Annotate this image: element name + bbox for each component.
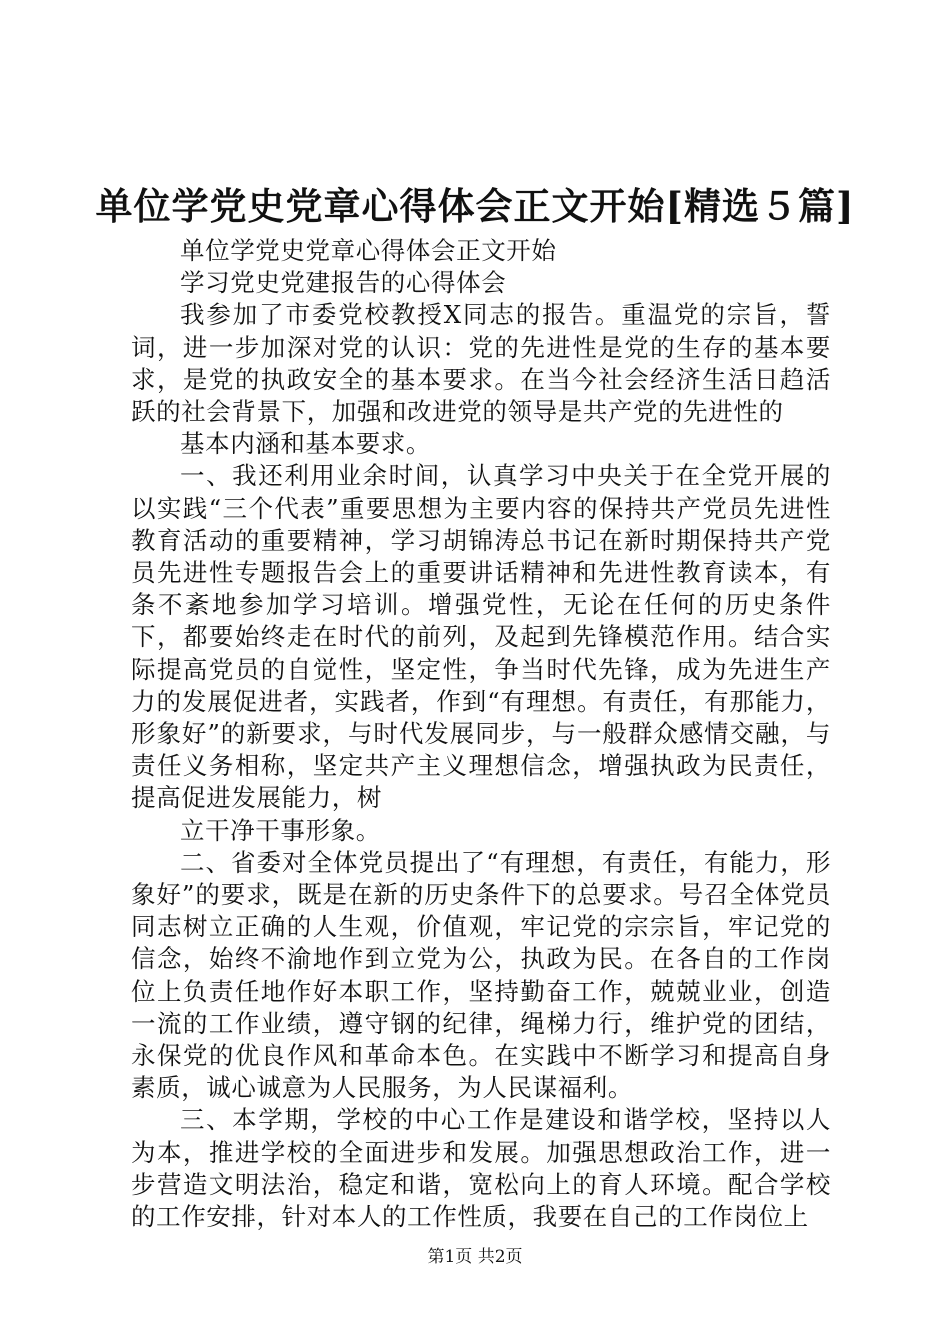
paragraph: 单位学党史党章心得体会正文开始	[180, 236, 557, 265]
paragraph: 我参加了市委党校教授X同志的报告。重温党的宗旨，誓词，进一步加深对党的认识：党的先进性是党的生存的基本要求，是党的执政安全的基本要求。在当今社会经济生活日趋活跃的社会背景下，加强和改进党的领导是共产党的先进性的	[131, 300, 831, 427]
paragraph: 三、本学期，学校的中心工作是建设和谐学校，坚持以人为本，推进学校的全面进步和发展。加强思想政治工作，进一步营造文明法治，稳定和谐，宽松向上的育人环境。配合学校的工作安排，针对本人的工作性质，我要在自己的工作岗位上	[131, 1105, 831, 1232]
paragraph: 基本内涵和基本要求。	[180, 429, 431, 459]
paragraph: 一、我还利用业余时间，认真学习中央关于在全党开展的以实践“三个代表”重要思想为主要内容的保持共产党员先进性教育活动的重要精神，学习胡锦涛总书记在新时期保持共产党员先进性专题报告会上的重要讲话精神和先进性教育读本，有条不紊地参加学习培训。增强党性，无论在任何的历史条件下，都要始终走在时代的前列，及起到先锋模范作用。结合实际提高党员的自觉性，坚定性，争当时代先锋，成为先进生产力的发展促进者，实践者，作到“有理想。有责任，有那能力，形象好”的新要求，与时代发展同步，与一般群众感情交融，与责任义务相称，坚定共产主义理想信念，增强执政为民责任，提高促进发展能力，树	[131, 461, 831, 813]
paragraph: 学习党史党建报告的心得体会	[180, 268, 507, 298]
page-footer: 第1页 共2页	[427, 1247, 523, 1267]
paragraph: 二、省委对全体党员提出了“有理想，有责任，有能力，形象好”的要求，既是在新的历史条件下的总要求。号召全体党员同志树立正确的人生观，价值观，牢记党的宗宗旨，牢记党的信念，始终不渝地作到立党为公，执政为民。在各自的工作岗位上负责任地作好本职工作，坚持勤奋工作，兢兢业业，创造一流的工作业绩，遵守钢的纪律，绳梯力行，维护党的团结，永保党的优良作风和革命本色。在实践中不断学习和提高自身素质，诚心诚意为人民服务，为人民谋福利。	[131, 847, 831, 1103]
document-title: 单位学党史党章心得体会正文开始[精选５篇]	[95, 184, 855, 228]
document-body	[131, 235, 831, 1233]
paragraph: 立干净干事形象。	[180, 815, 381, 845]
